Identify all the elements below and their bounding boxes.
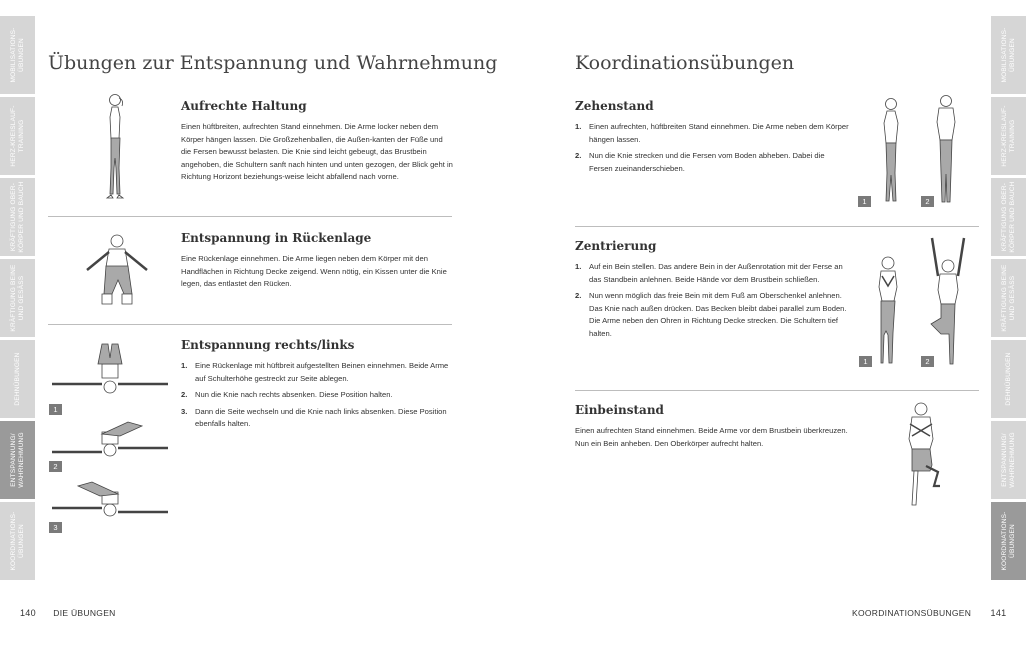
heel-raise-2-illustration (928, 93, 964, 209)
tab-koordination[interactable]: KOORDINATIONS-ÜBUNGEN (0, 502, 35, 580)
divider (48, 216, 452, 217)
tab-kraeftigung-oberkoerper[interactable]: KRÄFTIGUNG OBER-KÖRPER UND BAUCH (0, 178, 35, 256)
figure-badge: 2 (49, 461, 62, 472)
section-heading: Einbeinstand (575, 403, 664, 417)
side-tabs-left (0, 16, 35, 583)
footer-label: DIE ÜBUNGEN (53, 608, 116, 618)
tree-pose-1-illustration (868, 254, 908, 370)
tab-kraeftigung-beine[interactable]: KRÄFTIGUNG BEINE UND GESÄSS (0, 259, 35, 337)
heel-raise-1-illustration (873, 95, 909, 207)
right-page (513, 0, 1026, 648)
page-title: Übungen zur Entspannung und Wahrnehmung (48, 52, 498, 74)
tab-herz-kreislauf[interactable]: HERZ-KREISLAUF-TRAINING (0, 97, 35, 175)
tab-herz-kreislauf[interactable]: HERZ-KREISLAUF-TRAINING (991, 97, 1026, 175)
section-zentrierung (575, 239, 850, 344)
tab-dehnuebungen[interactable]: DEHNÜBUNGEN (991, 340, 1026, 418)
one-leg-stand-illustration (896, 400, 946, 512)
section-einbeinstand (575, 403, 850, 450)
page-title: Koordinationsübungen (575, 52, 795, 74)
section-entspannung-rechts-links (181, 338, 453, 435)
rotation-position-2-illustration (48, 414, 173, 462)
tree-pose-2-illustration (923, 236, 973, 370)
tab-kraeftigung-oberkoerper[interactable]: KRÄFTIGUNG OBER-KÖRPER UND BAUCH (991, 178, 1026, 256)
figure-badge: 3 (49, 522, 62, 533)
divider (575, 390, 979, 391)
rotation-position-1-illustration (48, 342, 173, 397)
figure-badge: 1 (858, 196, 871, 207)
step-item: 1. Auf ein Bein stellen. Das andere Bein in der Außenrotation mit der Ferse an das Standbein anlehnen. Beide Hände vor dem Brustbein schließen. (575, 262, 843, 284)
section-zehenstand (575, 99, 850, 179)
section-text: Einen hüftbreiten, aufrechten Stand einnehmen. Die Arme locker neben dem Körper hängen lassen. Die Großzehenballen, die Außen-kanten der Füße und die Fersen bewusst belasten. Die Knie sind leicht gebeugt, das Brustbein angehoben, die Schultern sanft nach hinten und unten gezogen, der Blick geht in Richtung Horizont beziehungs-weise leicht abfallend nach vorne. (181, 122, 453, 181)
footer-left (20, 608, 116, 618)
tab-entspannung[interactable]: ENTSPANNUNG/ WAHRNEHMUNG (991, 421, 1026, 499)
side-tabs-right (991, 16, 1026, 583)
steps-list (181, 360, 453, 431)
page-number: 141 (990, 608, 1007, 618)
step-item: 2. Nun wenn möglich das freie Bein mit dem Fuß am Oberschenkel anlehnen. Das Knie nach außen drücken. Das Becken bleibt dabei parallel zum Boden. Die Arme neben den Ohren in Richtung Decke strecken. Die Schultern tief halten. (575, 291, 847, 338)
step-item: 2. Nun die Knie nach rechts absenken. Diese Position halten. (181, 390, 393, 399)
section-aufrechte-haltung (181, 99, 453, 184)
steps-list (575, 121, 850, 175)
footer-right (852, 608, 1006, 618)
section-entspannung-rueckenlage (181, 231, 453, 291)
figure-badge: 2 (921, 356, 934, 367)
tab-mobilisation[interactable]: MOBILISATIONS-ÜBUNGEN (991, 16, 1026, 94)
figure-badge: 1 (859, 356, 872, 367)
tab-kraeftigung-beine[interactable]: KRÄFTIGUNG BEINE UND GESÄSS (991, 259, 1026, 337)
tab-entspannung[interactable]: ENTSPANNUNG/ WAHRNEHMUNG (0, 421, 35, 499)
step-item: 1. Einen aufrechten, hüftbreiten Stand einnehmen. Die Arme neben dem Körper hängen lassen. (575, 122, 849, 144)
divider (48, 324, 452, 325)
rotation-position-3-illustration (48, 474, 173, 522)
supine-relaxation-illustration (82, 232, 152, 310)
section-heading: Entspannung rechts/links (181, 338, 355, 352)
section-heading: Zehenstand (575, 99, 654, 113)
step-item: 1. Eine Rückenlage mit hüftbreit aufgestellten Beinen einnehmen. Beide Arme auf Schulterhöhe gestreckt zur Seite ablegen. (181, 361, 449, 383)
tab-dehnuebungen[interactable]: DEHNÜBUNGEN (0, 340, 35, 418)
tab-koordination[interactable]: KOORDINATIONS-ÜBUNGEN (991, 502, 1026, 580)
tab-mobilisation[interactable]: MOBILISATIONS-ÜBUNGEN (0, 16, 35, 94)
figure-badge: 1 (49, 404, 62, 415)
page-number: 140 (20, 608, 36, 618)
section-heading: Aufrechte Haltung (181, 99, 307, 113)
section-heading: Entspannung in Rückenlage (181, 231, 372, 245)
divider (575, 226, 979, 227)
figure-badge: 2 (921, 196, 934, 207)
steps-list (575, 261, 850, 340)
section-text: Einen aufrechten Stand einnehmen. Beide Arme vor dem Brustbein überkreuzen. Nun ein Bein anheben. Den Oberkörper aufrecht halten. (575, 426, 848, 448)
standing-posture-illustration (95, 92, 135, 202)
section-text: Eine Rückenlage einnehmen. Die Arme liegen neben dem Körper mit den Handflächen in Richtung Decke zeigend. Wenn nötig, ein Kissen unter die Knie legen, das entlastet den Rücken. (181, 254, 447, 288)
footer-label: KOORDINATIONSÜBUNGEN (852, 608, 972, 618)
step-item: 3. Dann die Seite wechseln und die Knie nach links absenken. Diese Position ebenfalls halten. (181, 406, 447, 428)
step-item: 2. Nun die Knie strecken und die Fersen vom Boden abheben. Dabei die Fersen zueinanderschieben. (575, 151, 825, 173)
section-heading: Zentrierung (575, 239, 657, 253)
